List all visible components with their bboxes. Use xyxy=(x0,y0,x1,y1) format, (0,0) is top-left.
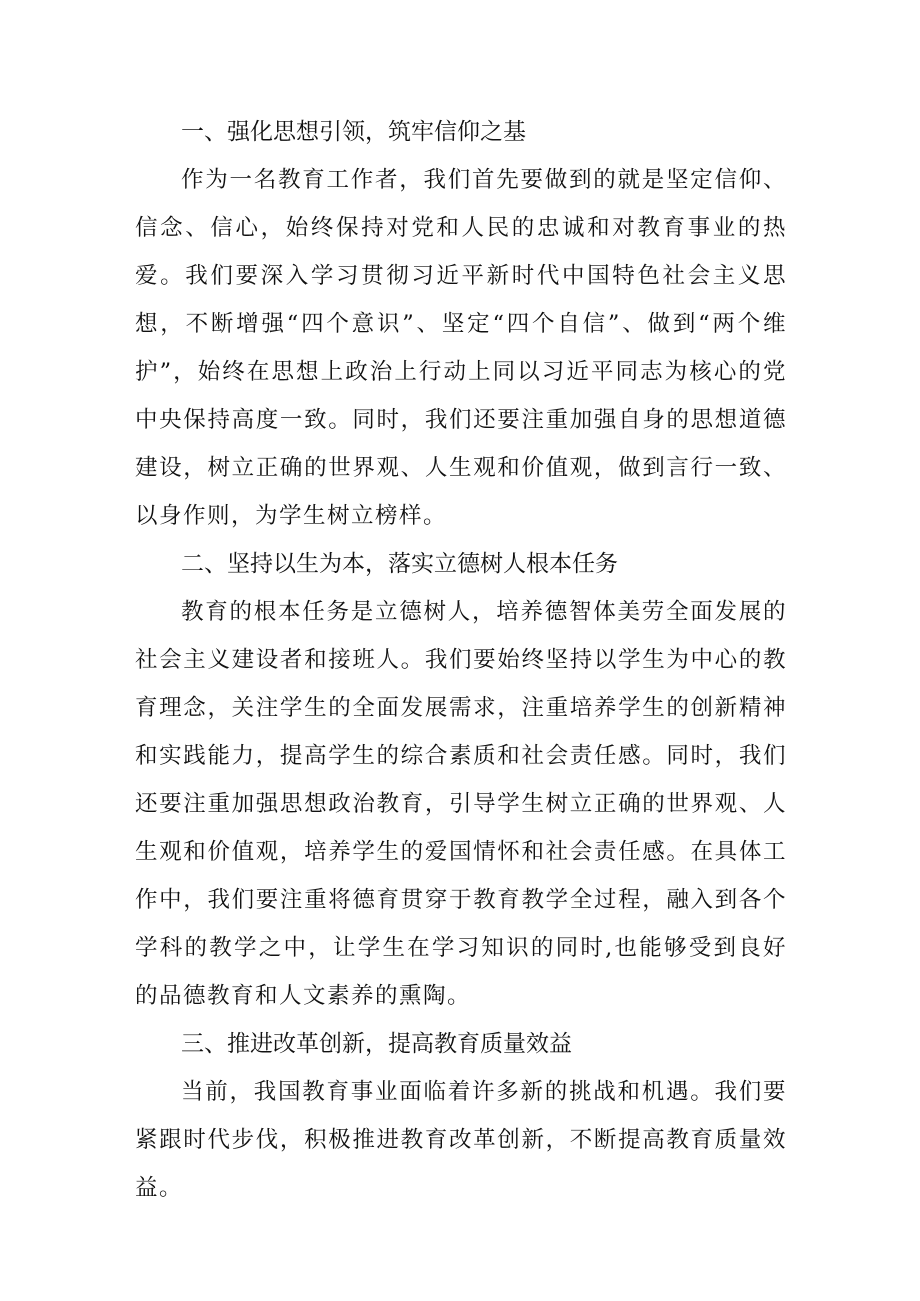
section-heading-2: 二、坚持以生为本，落实立德树人根本任务 xyxy=(181,551,618,577)
section-heading-1: 一、强化思想引领，筑牢信仰之基 xyxy=(181,119,526,145)
section-paragraph-2: 教育的根本任务是立德树人，培养德智体美劳全面发展的社会主义建设者和接班人。我们要始终坚持以学生为中心的教育理念，关注学生的全面发展需求，注重培养学生的创新精神和实践能力，提高学生的综合素质和社会责任感。同时，我们还要注重加强思想政治教育，引导学生树立正确的世界观、人生观和价值观，培养学生的爱国情怀和社会责任感。在具体工作中，我们要注重将德育贯穿于教育教学全过程，融入到各个学科的教学之中，让学生在学习知识的同时,也能够受到良好的品德教育和人文素养的熏陶。 xyxy=(135,599,787,1009)
section-paragraph-3: 当前，我国教育事业面临着许多新的挑战和机遇。我们要紧跟时代步伐，积极推进教育改革创新，不断提高教育质量效益。 xyxy=(135,1079,787,1201)
section-heading-3: 三、推进改革创新，提高教育质量效益 xyxy=(181,1031,572,1057)
section-paragraph-1: 作为一名教育工作者，我们首先要做到的就是坚定信仰、信念、信心，始终保持对党和人民的忠诚和对教育事业的热爱。我们要深入学习贯彻习近平新时代中国特色社会主义思想，不断增强“四个意识”、坚定“四个自信”、做到“两个维护”，始终在思想上政治上行动上同以习近平同志为核心的党中央保持高度一致。同时，我们还要注重加强自身的思想道德建设，树立正确的世界观、人生观和价值观，做到言行一致、以身作则，为学生树立榜样。 xyxy=(135,167,787,529)
document-body xyxy=(135,108,787,1212)
